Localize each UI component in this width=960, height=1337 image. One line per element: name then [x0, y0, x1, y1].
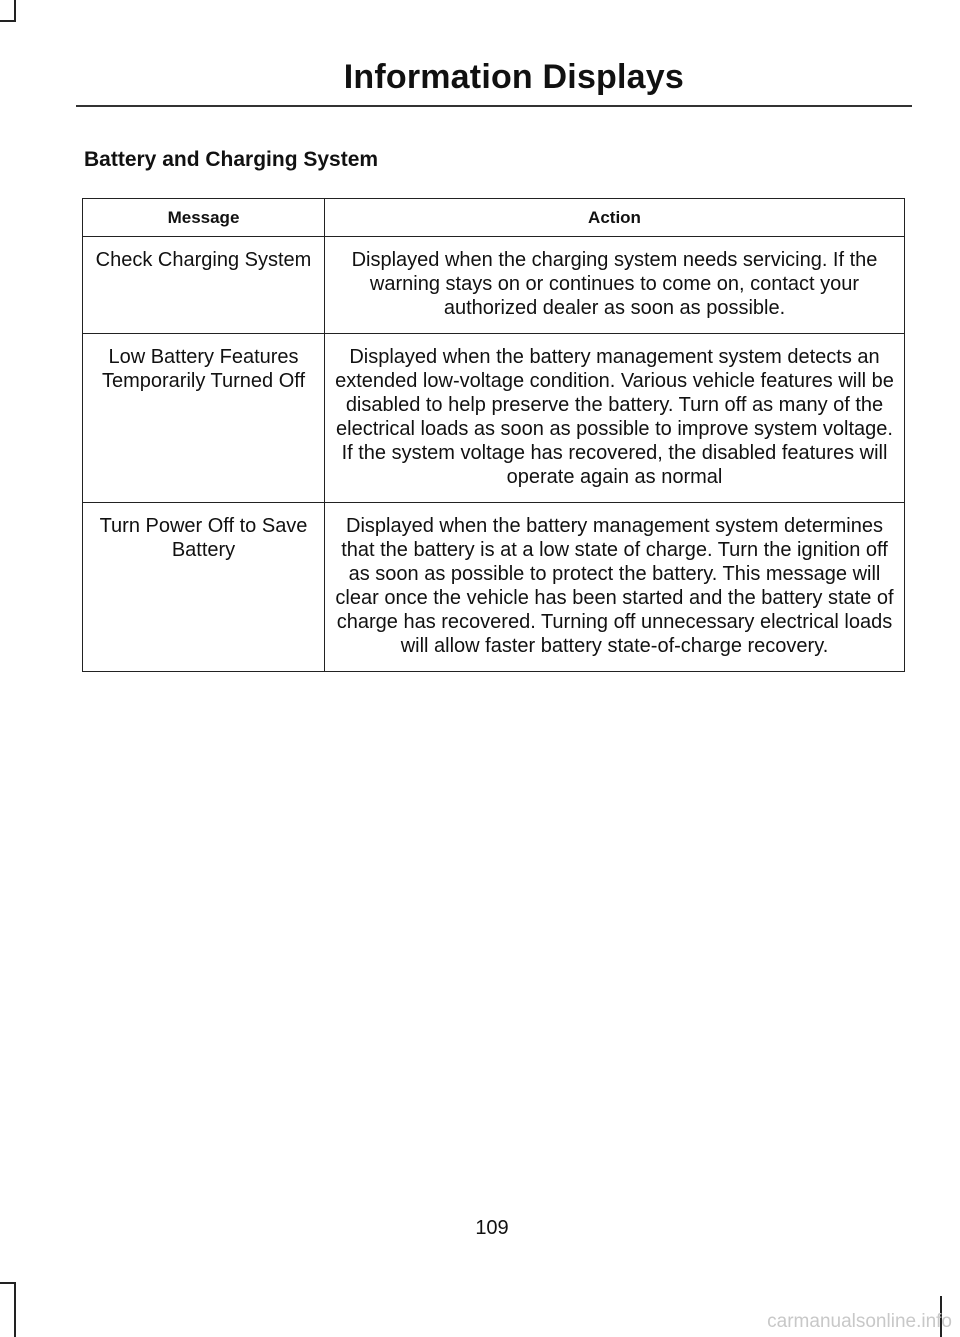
table-header-row [83, 199, 905, 237]
crop-mark-bottom-left-horizontal [0, 1282, 16, 1284]
watermark: carmanualsonline.info [767, 1311, 952, 1332]
message-cell: Low Battery Features Temporarily Turned Off [83, 334, 325, 503]
action-cell: Displayed when the battery management system detects an extended low-voltage condition. Various vehicle features will be disabled to help preserve the battery. Turn off as many of the electrical loads as soon as possible to improve system voltage. If the system voltage has recovered, the disabled features will operate again as normal [325, 334, 905, 503]
message-cell: Check Charging System [83, 237, 325, 334]
action-cell: Displayed when the battery management system determines that the battery is at a low state of charge. Turn the ignition off as soon as possible to protect the battery. This message will clear once the vehicle has been started and the battery state of charge has recovered. Turning off unnecessary electrical loads will allow faster battery state-of-charge recovery. [325, 503, 905, 672]
table-row [83, 334, 905, 503]
crop-mark-top-left-vertical [14, 0, 16, 20]
table-row [83, 237, 905, 334]
section-heading: Battery and Charging System [84, 148, 379, 171]
table-row [83, 503, 905, 672]
column-header-action: Action [325, 199, 905, 237]
crop-mark-top-left-horizontal [0, 20, 16, 22]
action-cell: Displayed when the charging system needs servicing. If the warning stays on or continues to come on, contact your authorized dealer as soon as possible. [325, 237, 905, 334]
message-cell: Turn Power Off to Save Battery [83, 503, 325, 672]
message-action-table [82, 198, 905, 672]
page-number: 109 [475, 1217, 509, 1239]
crop-mark-bottom-left-vertical [14, 1282, 16, 1337]
title-divider [76, 105, 912, 107]
page-title: Information Displays [343, 58, 684, 96]
column-header-message: Message [83, 199, 325, 237]
